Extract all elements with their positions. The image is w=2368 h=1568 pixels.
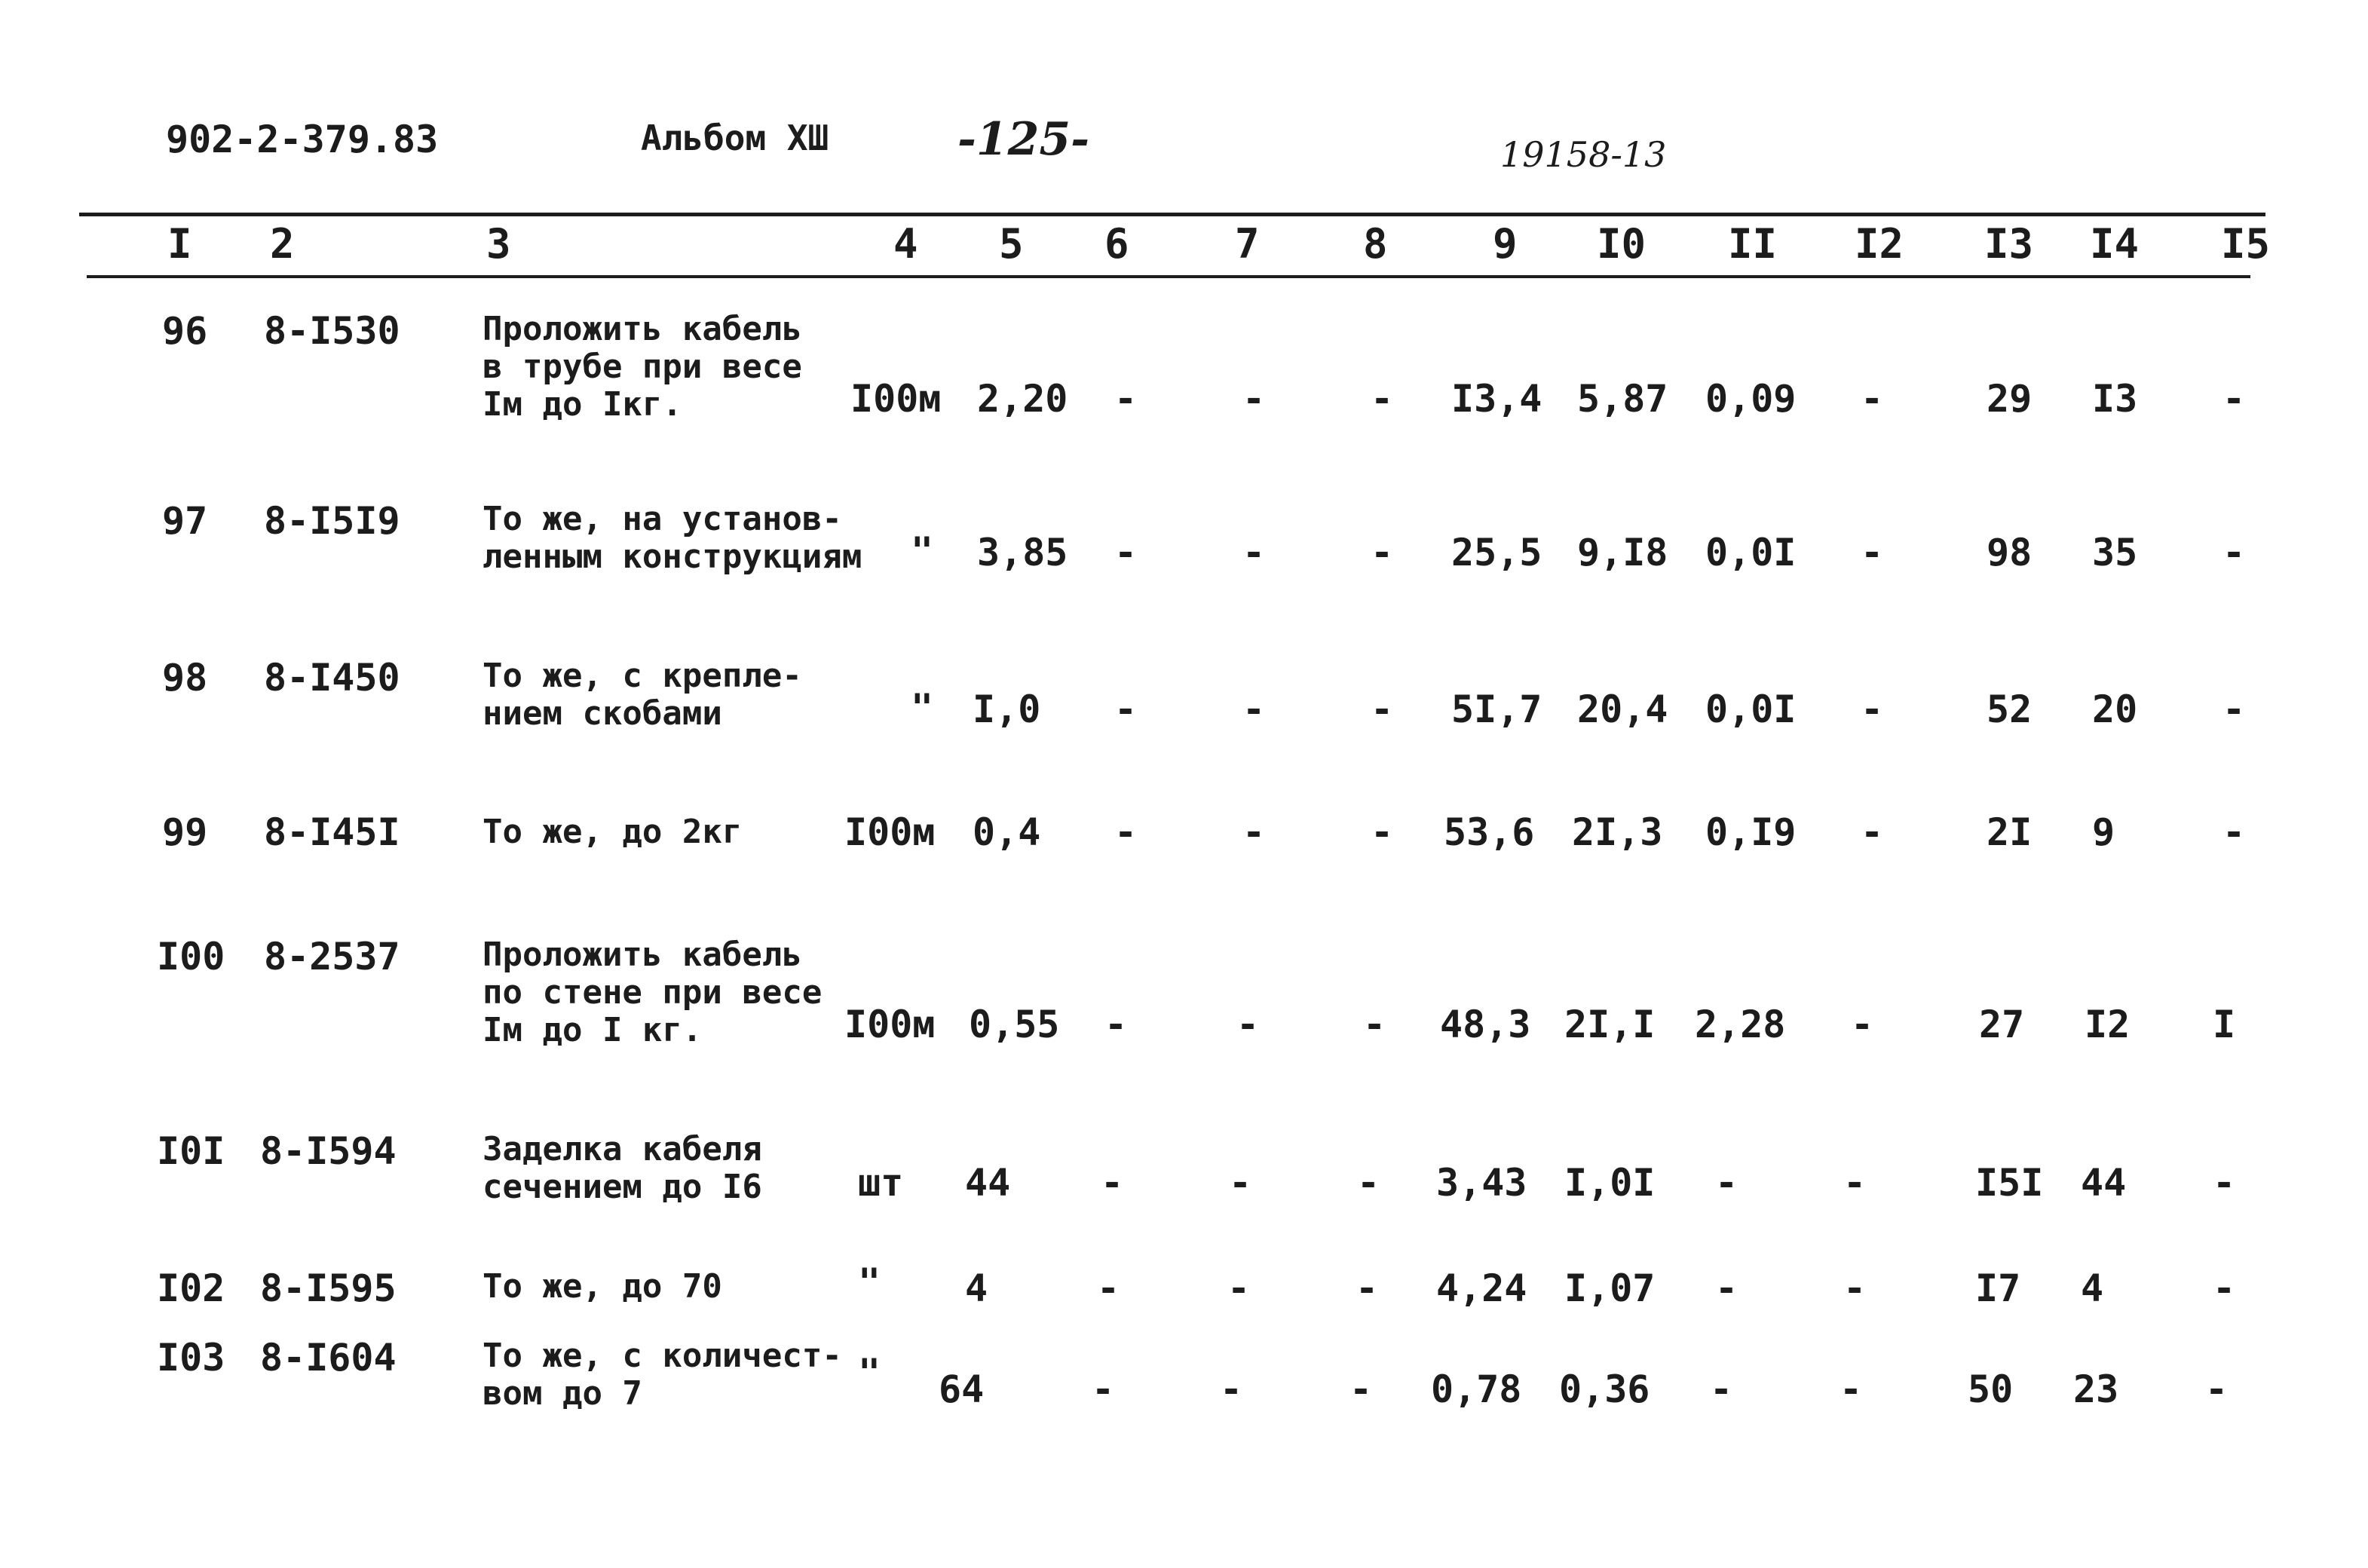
row-number: I03	[157, 1336, 225, 1380]
price-code: 8-I530	[264, 309, 400, 353]
price-code: 8-I450	[264, 656, 400, 700]
quantity: I,0	[973, 688, 1041, 731]
page-number: -125-	[957, 113, 1090, 166]
price-code: 8-I604	[260, 1336, 397, 1380]
unit: I00м	[850, 377, 942, 421]
cell-col7: -	[1220, 1367, 1243, 1411]
cell-col11: -	[1715, 1266, 1738, 1310]
description-line: в трубе при весе	[482, 348, 802, 386]
header-top-rule	[79, 213, 2265, 216]
work-description	[482, 1337, 842, 1413]
cell-col10: 20,4	[1577, 688, 1668, 731]
cell-col10: 5,87	[1577, 377, 1668, 421]
cell-col11: -	[1710, 1367, 1733, 1411]
cell-col15: -	[2222, 377, 2246, 421]
description-line: Iм до I кг.	[482, 1011, 703, 1049]
cell-col13: 29	[1987, 377, 2033, 421]
cell-col14: 20	[2092, 688, 2138, 731]
cell-col12: -	[1851, 1003, 1874, 1046]
cell-col13: 27	[1979, 1003, 2025, 1046]
album-label: Альбом XШ	[641, 118, 829, 158]
column-number: I0	[1597, 220, 1647, 268]
cell-col9: 5I,7	[1451, 688, 1542, 731]
description-line: по стене при весе	[482, 973, 823, 1012]
cell-col6: -	[1114, 810, 1138, 854]
cell-col14: I3	[2092, 377, 2138, 421]
cell-col15: -	[2222, 531, 2246, 574]
cell-col15: I	[2213, 1003, 2236, 1046]
description-line: Iм до Iкг.	[482, 385, 682, 424]
cell-col13: 52	[1987, 688, 2033, 731]
cell-col12: -	[1840, 1367, 1863, 1411]
cell-col8: -	[1371, 810, 1394, 854]
cell-col11: 0,0I	[1705, 531, 1797, 574]
header-bottom-rule	[87, 275, 2250, 278]
column-number: I5	[2221, 220, 2271, 268]
cell-col13: 50	[1968, 1367, 2014, 1411]
cell-col8: -	[1371, 688, 1394, 731]
column-number: I3	[1984, 220, 2034, 268]
work-description	[482, 813, 742, 851]
cell-col9: 53,6	[1444, 810, 1535, 854]
column-number: 2	[270, 220, 295, 268]
cell-col13: I5I	[1975, 1161, 2044, 1205]
cell-col12: -	[1843, 1161, 1867, 1205]
cell-col9: 3,43	[1436, 1161, 1527, 1205]
description-line: То же, до 2кг	[482, 813, 743, 851]
cell-col11: 2,28	[1695, 1003, 1786, 1046]
cell-col6: -	[1092, 1367, 1115, 1411]
unit: "	[858, 1351, 881, 1395]
quantity: 0,55	[969, 1003, 1060, 1046]
column-number: 4	[893, 220, 918, 268]
cell-col7: -	[1242, 688, 1266, 731]
description-line: Заделка кабеля	[482, 1130, 762, 1168]
cell-col10: 2I,3	[1572, 810, 1663, 854]
row-number: I00	[157, 935, 225, 978]
work-description	[482, 657, 802, 733]
description-line: нием скобами	[482, 694, 722, 733]
cell-col7: -	[1236, 1003, 1260, 1046]
column-number: 7	[1235, 220, 1260, 268]
cell-col7: -	[1229, 1161, 1252, 1205]
quantity: 4	[965, 1266, 988, 1310]
cell-col6: -	[1114, 688, 1138, 731]
cell-col9: 4,24	[1436, 1266, 1527, 1310]
description-line: Проложить кабель	[482, 310, 802, 348]
cell-col12: -	[1843, 1266, 1867, 1310]
price-code: 8-I595	[260, 1266, 397, 1310]
cell-col9: 48,3	[1440, 1003, 1531, 1046]
cell-col8: -	[1356, 1266, 1379, 1310]
cell-col6: -	[1101, 1161, 1124, 1205]
unit: "	[858, 1260, 881, 1304]
cell-col12: -	[1861, 810, 1884, 854]
row-number: 99	[162, 810, 208, 854]
price-code: 8-I5I9	[264, 499, 400, 543]
description-line: сечением до I6	[482, 1168, 762, 1206]
work-description	[482, 501, 862, 576]
column-number: 6	[1104, 220, 1129, 268]
cell-col10: I,07	[1564, 1266, 1656, 1310]
description-line: То же, до 70	[482, 1267, 722, 1306]
cell-col12: -	[1861, 531, 1884, 574]
cell-col8: -	[1363, 1003, 1386, 1046]
description-line: вом до 7	[482, 1374, 642, 1413]
unit: I00м	[844, 810, 936, 854]
cell-col14: 4	[2081, 1266, 2104, 1310]
cell-col15: -	[2213, 1161, 2236, 1205]
cell-col6: -	[1114, 531, 1138, 574]
cell-col13: I7	[1975, 1266, 2021, 1310]
cell-col6: -	[1097, 1266, 1120, 1310]
cell-col12: -	[1861, 377, 1884, 421]
cell-col9: 25,5	[1451, 531, 1542, 574]
work-description	[482, 311, 802, 424]
price-code: 8-2537	[264, 935, 400, 978]
cell-col11: 0,I9	[1705, 810, 1797, 854]
work-description	[482, 936, 822, 1049]
cell-col11: 0,09	[1705, 377, 1797, 421]
cell-col15: -	[2222, 810, 2246, 854]
description-line: То же, на установ-	[482, 500, 842, 538]
cell-col14: 9	[2092, 810, 2115, 854]
unit: "	[911, 686, 934, 730]
description-line: ленным конструкциям	[482, 537, 862, 576]
cell-col7: -	[1227, 1266, 1251, 1310]
description-line: То же, с крепле-	[482, 657, 802, 695]
document-code: 902-2-379.83	[166, 118, 439, 161]
column-number: 3	[486, 220, 511, 268]
cell-col6: -	[1104, 1003, 1128, 1046]
cell-col8: -	[1349, 1367, 1373, 1411]
description-line: То же, с количест-	[482, 1337, 842, 1375]
column-number: 9	[1493, 220, 1518, 268]
row-number: I0I	[157, 1129, 225, 1173]
cell-col10: 0,36	[1559, 1367, 1650, 1411]
quantity: 3,85	[977, 531, 1068, 574]
cell-col13: 2I	[1987, 810, 2033, 854]
cell-col11: -	[1715, 1161, 1738, 1205]
cell-col6: -	[1114, 377, 1138, 421]
price-code: 8-I45I	[264, 810, 400, 854]
cell-col10: 2I,I	[1564, 1003, 1656, 1046]
row-number: 97	[162, 499, 208, 543]
cell-col8: -	[1357, 1161, 1380, 1205]
row-number: I02	[157, 1266, 225, 1310]
unit: "	[911, 529, 934, 573]
row-number: 96	[162, 309, 208, 353]
description-line: Проложить кабель	[482, 936, 802, 974]
quantity: 0,4	[973, 810, 1041, 854]
quantity: 2,20	[977, 377, 1068, 421]
unit: I00м	[844, 1003, 936, 1046]
work-description	[482, 1131, 762, 1206]
column-number: I	[167, 220, 192, 268]
work-description	[482, 1268, 722, 1306]
cell-col13: 98	[1987, 531, 2033, 574]
cell-col11: 0,0I	[1705, 688, 1797, 731]
cell-col10: 9,I8	[1577, 531, 1668, 574]
inventory-number: 19158-13	[1500, 134, 1667, 175]
cell-col7: -	[1242, 810, 1266, 854]
cell-col14: 23	[2073, 1367, 2119, 1411]
cell-col15: -	[2222, 688, 2246, 731]
column-number: I2	[1855, 220, 1904, 268]
cell-col14: 35	[2092, 531, 2138, 574]
quantity: 64	[939, 1367, 985, 1411]
cell-col14: I2	[2085, 1003, 2131, 1046]
cell-col8: -	[1371, 531, 1394, 574]
column-number: II	[1728, 220, 1778, 268]
cell-col7: -	[1242, 531, 1266, 574]
cell-col15: -	[2213, 1266, 2236, 1310]
column-number: I4	[2090, 220, 2140, 268]
quantity: 44	[965, 1161, 1011, 1205]
cell-col15: -	[2205, 1367, 2229, 1411]
cell-col12: -	[1861, 688, 1884, 731]
cell-col8: -	[1371, 377, 1394, 421]
cell-col9: I3,4	[1451, 377, 1542, 421]
cell-col9: 0,78	[1431, 1367, 1522, 1411]
row-number: 98	[162, 656, 208, 700]
price-code: 8-I594	[260, 1129, 397, 1173]
unit: шт	[858, 1161, 904, 1205]
column-number: 8	[1363, 220, 1388, 268]
cell-col10: I,0I	[1564, 1161, 1656, 1205]
column-number: 5	[999, 220, 1024, 268]
cell-col7: -	[1242, 377, 1266, 421]
cell-col14: 44	[2081, 1161, 2127, 1205]
